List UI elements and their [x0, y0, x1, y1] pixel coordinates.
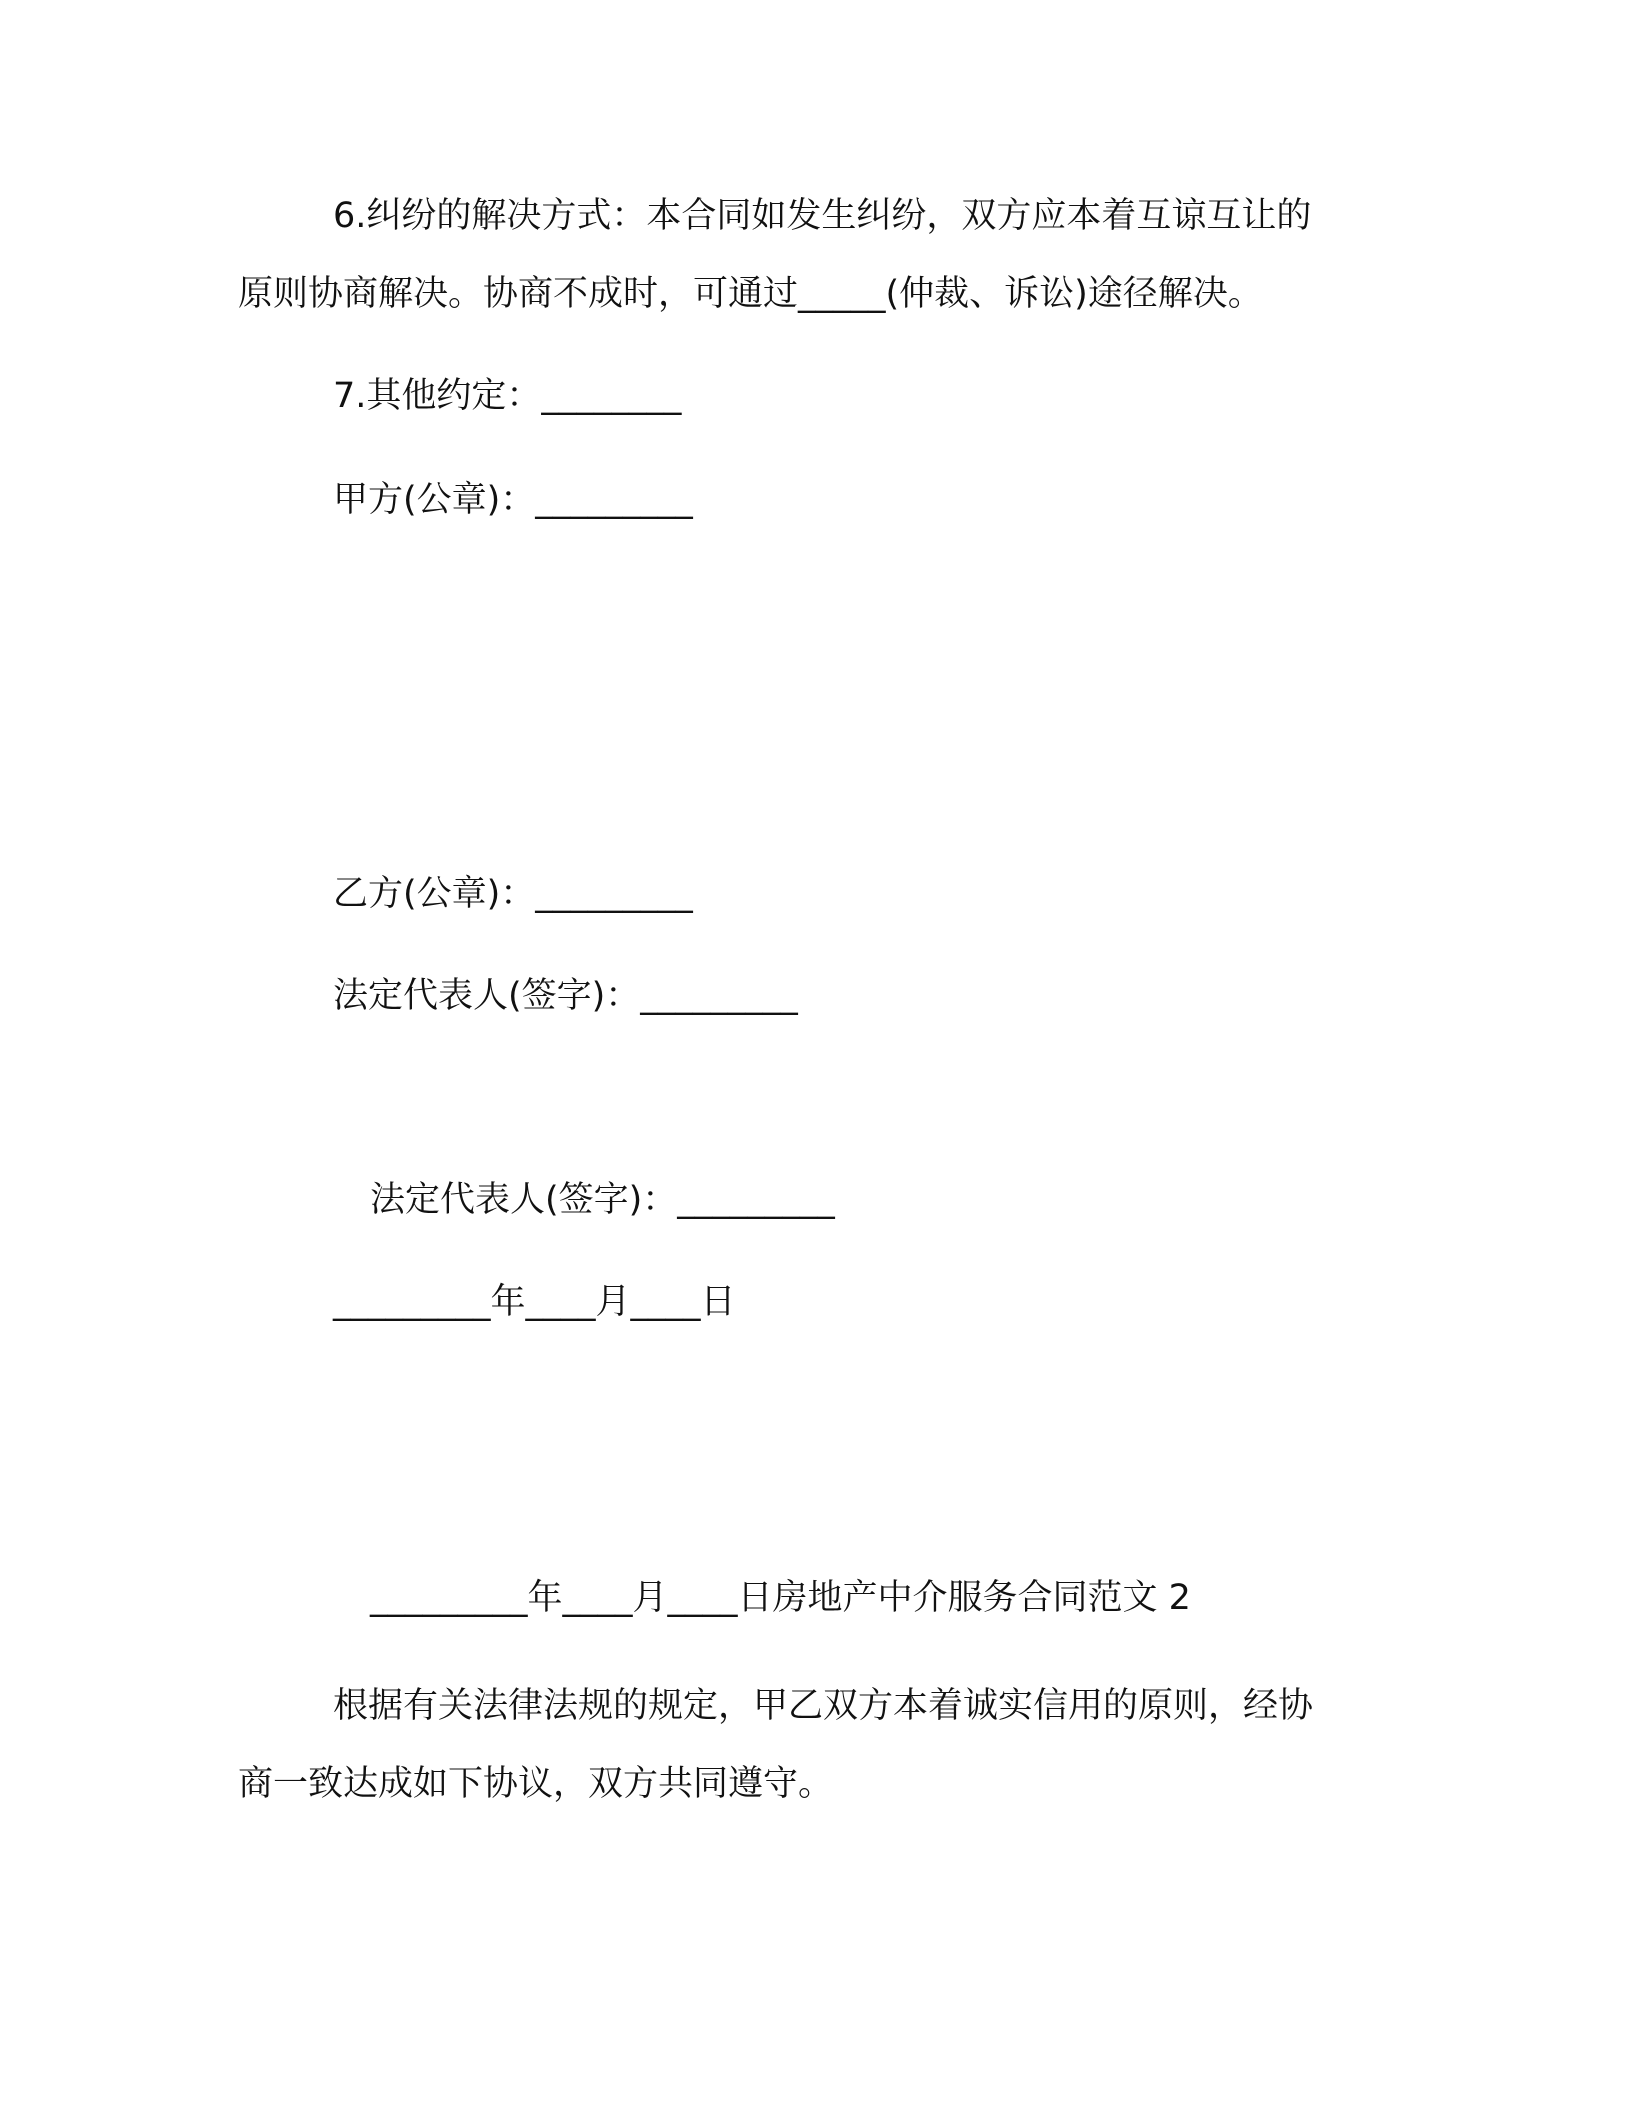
legal-representative-signature-1: 法定代表人(签字)：_________	[333, 976, 798, 1016]
clause-6-line-2: 原则协商解决。协商不成时，可通过_____(仲裁、诉讼)途径解决。	[238, 274, 1263, 314]
legal-representative-signature-2: 法定代表人(签字)：_________	[370, 1180, 835, 1220]
party-a-seal-field: 甲方(公章)：_________	[333, 480, 693, 520]
party-b-seal-field: 乙方(公章)：_________	[333, 874, 693, 914]
clause-6-line-1: 6.纠纷的解决方式：本合同如发生纠纷，双方应本着互谅互让的	[333, 196, 1312, 236]
signing-date-line: _________年____月____日	[333, 1282, 736, 1322]
intro-paragraph-line-2: 商一致达成如下协议，双方共同遵守。	[238, 1764, 834, 1804]
intro-paragraph-line-1: 根据有关法律法规的规定，甲乙双方本着诚实信用的原则，经协	[333, 1686, 1314, 1726]
clause-7-other-agreement: 7.其他约定：________	[333, 376, 682, 416]
date-and-section-title: _________年____月____日房地产中介服务合同范文 2	[370, 1578, 1191, 1618]
